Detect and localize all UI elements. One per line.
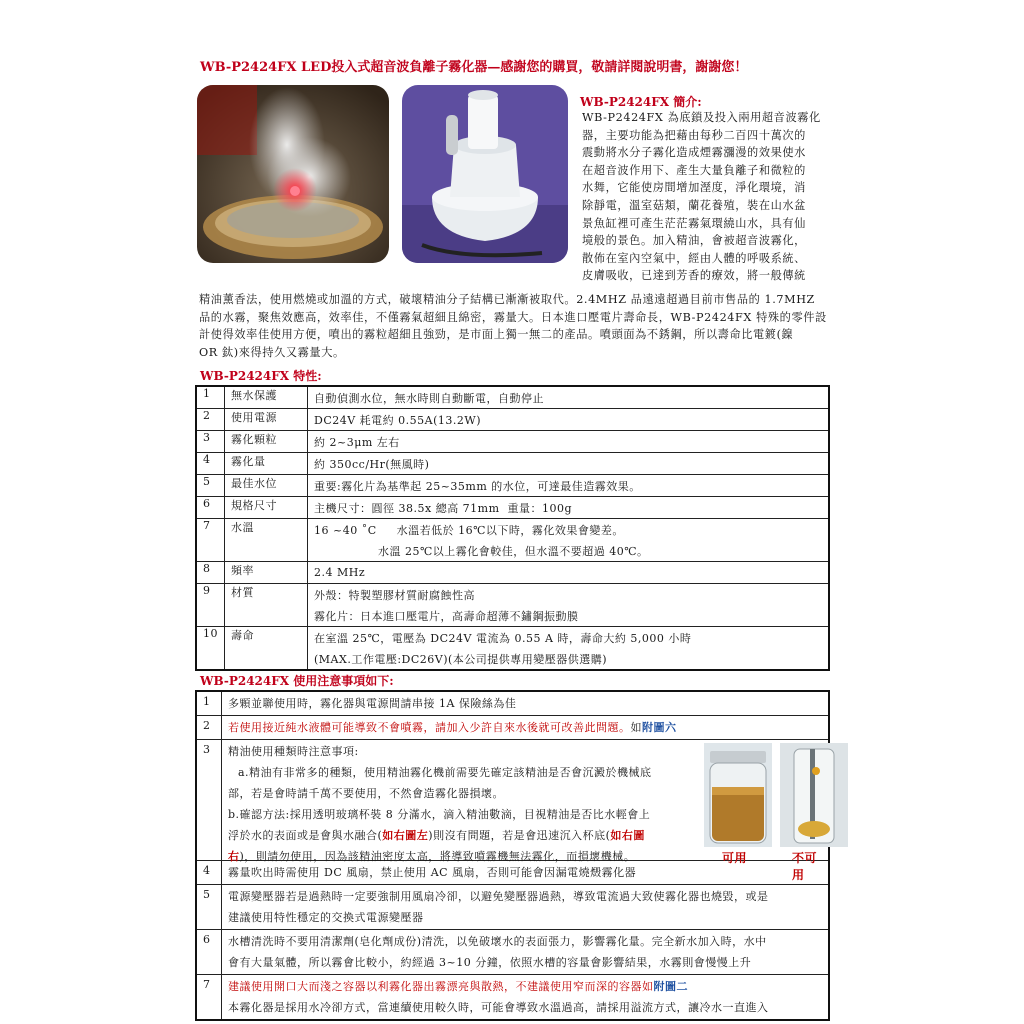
note-cell <box>222 975 830 1021</box>
spec-value: 重要:霧化片為基準起 25~35mm 的水位，可達最佳造霧效果。 <box>308 475 830 497</box>
spec-value: 2.4 MHz <box>308 562 830 584</box>
spec-value: DC24V 耗電約 0.55A(13.2W) <box>308 409 830 431</box>
note-text: )則沒有問題，若是會迅速沉入杯底( <box>428 829 611 842</box>
note-text: 霧量吹出時需使用 DC 風扇，禁止使用 AC 風扇，否則可能會因漏電燒燬霧化器 <box>228 866 637 879</box>
table-row <box>196 519 829 541</box>
spec-key: 規格尺寸 <box>225 497 308 519</box>
row-number: 9 <box>196 584 225 627</box>
spec-value: 霧化片：日本進口壓電片，高壽命超薄不鏽鋼振動膜 <box>308 605 830 627</box>
row-number: 5 <box>196 885 222 930</box>
intro-line: WB-P2424FX 為底鎖及投入兩用超音波霧化 <box>582 111 821 124</box>
note-cell <box>222 930 830 975</box>
row-number: 5 <box>196 475 225 497</box>
row-number: 2 <box>196 716 222 740</box>
figure-reference: 附圖二 <box>653 980 688 993</box>
spec-key: 最佳水位 <box>225 475 308 497</box>
spec-value: 16 ~40 ˚C 水溫若低於 16℃以下時，霧化效果會變差。 <box>308 519 830 541</box>
jar-ng-photo <box>780 743 848 847</box>
spec-value: 自動偵測水位，無水時則自動斷電，自動停止 <box>308 386 830 409</box>
table-row <box>196 584 829 606</box>
spec-key: 水溫 <box>225 519 308 562</box>
notes-table <box>195 690 830 1021</box>
spec-value: 約 350cc/Hr(無風時) <box>308 453 830 475</box>
intro-line: 在超音波作用下、產生大量負離子和微粒的 <box>582 163 806 177</box>
spec-heading: WB-P2424FX 特性: <box>200 369 322 383</box>
row-number: 2 <box>196 409 225 431</box>
jar-ng-image <box>780 743 848 847</box>
intro-line: 皮膚吸收，已達到芳香的療效，將一般傳統 <box>582 269 806 283</box>
note-text: 建議使用開口大而淺之容器以利霧化器出霧漂亮與散熱，不建議使用窄而深的容器如 <box>228 980 654 993</box>
note-text: 水槽清洗時不要用清潔劑(皂化劑成份)清洗，以免破壞水的表面張力，影響霧化量。完全新水加入時，水中 <box>228 935 767 948</box>
table-row <box>196 691 829 716</box>
table-row <box>196 562 829 584</box>
note-text: 精油使用種類時注意事項: <box>228 745 359 758</box>
spec-table <box>195 385 830 671</box>
mist-basin-photo <box>197 85 389 263</box>
table-row <box>196 386 829 409</box>
label-ok: 可用 <box>722 851 748 865</box>
row-number: 4 <box>196 861 222 885</box>
row-number: 3 <box>196 740 222 861</box>
note-text: b.確認方法:採用透明玻璃杯裝 8 分滿水，滴入精油數滴，目視精油是否比水輕會上 <box>228 808 651 821</box>
jar-ok-image <box>704 743 772 847</box>
note-cell <box>222 716 830 740</box>
row-number: 3 <box>196 431 225 453</box>
row-number: 7 <box>196 519 225 562</box>
spec-value: 約 2~3μm 左右 <box>308 431 830 453</box>
note-text: 建議使用特性穩定的交換式電源變壓器 <box>228 911 424 924</box>
table-row <box>196 627 829 649</box>
table-row <box>196 497 829 519</box>
row-number: 10 <box>196 627 225 671</box>
intro-line: 境般的景色。加入精油，會被超音波霧化， <box>582 234 806 248</box>
note-cell <box>222 691 830 716</box>
note-text: 如右圖 <box>610 829 645 842</box>
row-number: 6 <box>196 930 222 975</box>
note-text: 如 <box>630 721 642 734</box>
row-number: 7 <box>196 975 222 1021</box>
device-photo <box>402 85 568 263</box>
table-row <box>196 716 829 740</box>
note-text: 電源變壓器若是過熱時一定要強制用風扇冷卻，以避免變壓器過熱，導致電流過大致使霧化器也燒毀，或是 <box>228 890 769 903</box>
intro-side-text <box>582 109 832 285</box>
mist-basin-image <box>197 85 389 263</box>
spec-value: 外殼：特製塑膠材質耐腐蝕性高 <box>308 584 830 606</box>
spec-value: 在室溫 25℃，電壓為 DC24V 電流為 0.55 A 時，壽命大約 5,000 小時 <box>308 627 830 649</box>
row-number: 8 <box>196 562 225 584</box>
intro-line: 水舞，它能使房間增加溼度，淨化環境，消 <box>582 181 806 195</box>
intro-line: 器，主要功能為把藉由每秒二百四十萬次的 <box>582 128 806 142</box>
intro-line: OR 鈦)來得持久又霧量大。 <box>199 345 345 359</box>
spec-key: 材質 <box>225 584 308 627</box>
table-row <box>196 885 829 930</box>
spec-key: 無水保護 <box>225 386 308 409</box>
notes-heading: WB-P2424FX 使用注意事項如下: <box>200 674 394 688</box>
table-row <box>196 453 829 475</box>
note-text: 浮於水的表面或是會與水融合( <box>228 829 383 842</box>
spec-value: (MAX.工作電壓:DC26V)(本公司提供專用變壓器供選購) <box>308 648 830 670</box>
note-cell <box>222 885 830 930</box>
note-text: 本霧化器是採用水冷卻方式，當連續使用較久時，可能會導致水溫過高，請採用溢流方式，讓冷水一直進入 <box>228 1001 769 1014</box>
note-text: a.精油有非常多的種類，使用精油霧化機前需要先確定該精油是否會沉澱於機械底 <box>238 766 652 779</box>
spec-key: 霧化量 <box>225 453 308 475</box>
note-text: )，則請勿使用，因為該精油密度太高，將導致噴霧機無法霧化，而損壞機械。 <box>239 850 636 863</box>
device-image <box>402 85 568 263</box>
row-number: 1 <box>196 691 222 716</box>
intro-line: 震動將水分子霧化造成煙霧瀰漫的效果使水 <box>582 146 806 160</box>
spec-key: 使用電源 <box>225 409 308 431</box>
table-row <box>196 975 829 1021</box>
note-text: 若使用接近純水液體可能導致不會噴霧，請加入少許自來水後就可改善此問題。 <box>228 721 631 734</box>
table-row <box>196 431 829 453</box>
intro-full-text <box>199 291 839 361</box>
spec-key: 頻率 <box>225 562 308 584</box>
table-row <box>196 409 829 431</box>
label-ng: 不可用 <box>792 851 818 882</box>
figure-reference: 附圖六 <box>642 721 677 734</box>
table-row <box>196 475 829 497</box>
spec-value: 水溫 25℃以上霧化會較佳，但水溫不要超過 40℃。 <box>308 540 830 562</box>
intro-line: 精油薰香法，使用燃燒或加溫的方式，破壞精油分子結構已漸漸被取代。2.4MHZ 品遠遠超過目前市售品的 1.7MHZ <box>199 293 815 306</box>
note-text: 多顆並聯使用時，霧化器與電源間請串接 1A 保險絲為佳 <box>228 697 517 710</box>
note-text: 會有大量氣體，所以霧會比較小，約經過 3~10 分鐘，依照水槽的容量會影響結果，水霧則會慢慢上升 <box>228 956 752 969</box>
intro-line: 計使得效率佳使用方便，噴出的霧粒超細且強勁，是市面上獨一無二的產品。噴頭面為不銹鋼，所以壽命比電鍍(鎳 <box>199 328 794 342</box>
table-row <box>196 740 829 861</box>
intro-line: 景魚缸裡可產生茫茫霧氣環繞山水，具有仙 <box>582 216 806 230</box>
intro-line: 品的水霧，聚焦效應高，效率佳，不僅霧氣超細且綿密，霧量大。日本進口壓電片壽命長，WB-P2424FX 特殊的零件設 <box>199 310 827 324</box>
row-number: 1 <box>196 386 225 409</box>
document-title: WB-P2424FX LED投入式超音波負離子霧化器—感謝您的購買，敬請詳閱說明書，謝謝您！ <box>200 60 748 75</box>
note-text: 右 <box>228 850 240 863</box>
intro-heading: WB-P2424FX 簡介: <box>580 95 702 109</box>
row-number: 6 <box>196 497 225 519</box>
row-number: 4 <box>196 453 225 475</box>
spec-key: 霧化顆粒 <box>225 431 308 453</box>
note-text: 如右圖左 <box>382 829 429 842</box>
spec-value: 主機尺寸：圓徑 38.5x 總高 71mm 重量：100g <box>308 497 830 519</box>
intro-line: 除靜電，溫室菇類，蘭花養殖，裝在山水盆 <box>582 198 806 212</box>
intro-line: 散佈在室內空氣中，經由人體的呼吸系統、 <box>582 251 806 265</box>
table-row <box>196 930 829 975</box>
note-text: 部，若是會時請千萬不要使用，不然會造霧化器損壞。 <box>228 787 504 800</box>
spec-key: 壽命 <box>225 627 308 671</box>
jar-ok-photo <box>704 743 772 847</box>
